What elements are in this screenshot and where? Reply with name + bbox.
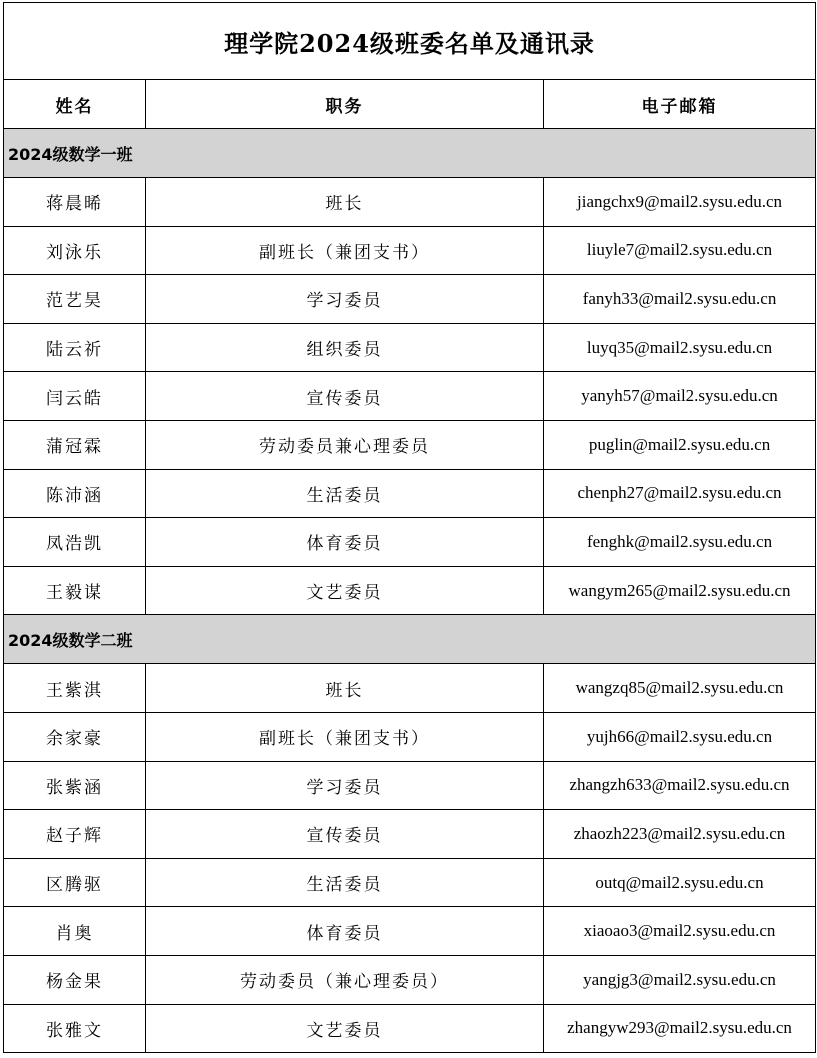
member-role: 文艺委员 [146, 1004, 544, 1053]
header-email: 电子邮箱 [544, 80, 816, 129]
member-email: puglin@mail2.sysu.edu.cn [544, 420, 816, 469]
member-name: 范艺昊 [4, 275, 146, 324]
member-name: 陈沛涵 [4, 469, 146, 518]
member-role: 副班长（兼团支书） [146, 712, 544, 761]
member-email: zhaozh223@mail2.sysu.edu.cn [544, 810, 816, 859]
member-name: 蒲冠霖 [4, 420, 146, 469]
member-name: 蒋晨晞 [4, 178, 146, 227]
member-role: 学习委员 [146, 275, 544, 324]
table-row [4, 810, 816, 859]
member-name: 区腾驱 [4, 858, 146, 907]
table-row [4, 420, 816, 469]
member-name: 张雅文 [4, 1004, 146, 1053]
member-email: liuyle7@mail2.sysu.edu.cn [544, 226, 816, 275]
member-role: 学习委员 [146, 761, 544, 810]
member-name: 刘泳乐 [4, 226, 146, 275]
member-email: zhangzh633@mail2.sysu.edu.cn [544, 761, 816, 810]
table-row [4, 226, 816, 275]
member-role: 体育委员 [146, 518, 544, 567]
member-name: 赵子辉 [4, 810, 146, 859]
member-email: wangzq85@mail2.sysu.edu.cn [544, 664, 816, 713]
table-row [4, 178, 816, 227]
table-row [4, 761, 816, 810]
member-role: 劳动委员兼心理委员 [146, 420, 544, 469]
section-row [4, 129, 816, 178]
table-row [4, 518, 816, 567]
member-role: 劳动委员（兼心理委员） [146, 955, 544, 1004]
member-role: 生活委员 [146, 469, 544, 518]
member-name: 张紫涵 [4, 761, 146, 810]
member-name: 陆云祈 [4, 323, 146, 372]
table-row [4, 907, 816, 956]
member-name: 王紫淇 [4, 664, 146, 713]
table-row [4, 275, 816, 324]
table-row [4, 858, 816, 907]
member-role: 体育委员 [146, 907, 544, 956]
member-role: 宣传委员 [146, 810, 544, 859]
member-email: fanyh33@mail2.sysu.edu.cn [544, 275, 816, 324]
member-email: luyq35@mail2.sysu.edu.cn [544, 323, 816, 372]
member-role: 班长 [146, 664, 544, 713]
member-email: jiangchx9@mail2.sysu.edu.cn [544, 178, 816, 227]
member-name: 闫云皓 [4, 372, 146, 421]
member-email: outq@mail2.sysu.edu.cn [544, 858, 816, 907]
member-name: 余家豪 [4, 712, 146, 761]
member-role: 副班长（兼团支书） [146, 226, 544, 275]
table-row [4, 1004, 816, 1053]
member-role: 宣传委员 [146, 372, 544, 421]
member-name: 凤浩凯 [4, 518, 146, 567]
member-email: xiaoao3@mail2.sysu.edu.cn [544, 907, 816, 956]
member-name: 王毅谋 [4, 566, 146, 615]
header-role: 职务 [146, 80, 544, 129]
member-email: yanyh57@mail2.sysu.edu.cn [544, 372, 816, 421]
table-row [4, 469, 816, 518]
table-row [4, 664, 816, 713]
member-role: 组织委员 [146, 323, 544, 372]
roster-body [4, 3, 816, 1053]
member-role: 班长 [146, 178, 544, 227]
member-email: yangjg3@mail2.sysu.edu.cn [544, 955, 816, 1004]
table-row [4, 712, 816, 761]
table-row [4, 323, 816, 372]
title-row [4, 3, 816, 80]
member-role: 文艺委员 [146, 566, 544, 615]
member-email: yujh66@mail2.sysu.edu.cn [544, 712, 816, 761]
section-label: 2024级数学二班 [4, 615, 816, 664]
member-name: 肖奥 [4, 907, 146, 956]
table-row [4, 372, 816, 421]
section-row [4, 615, 816, 664]
table-row [4, 955, 816, 1004]
member-email: zhangyw293@mail2.sysu.edu.cn [544, 1004, 816, 1053]
member-role: 生活委员 [146, 858, 544, 907]
header-row [4, 80, 816, 129]
header-name: 姓名 [4, 80, 146, 129]
class-committee-table [3, 2, 816, 1053]
member-email: fenghk@mail2.sysu.edu.cn [544, 518, 816, 567]
member-name: 杨金果 [4, 955, 146, 1004]
table-row [4, 566, 816, 615]
section-label: 2024级数学一班 [4, 129, 816, 178]
member-email: chenph27@mail2.sysu.edu.cn [544, 469, 816, 518]
page-title: 理学院2024级班委名单及通讯录 [4, 3, 816, 80]
member-email: wangym265@mail2.sysu.edu.cn [544, 566, 816, 615]
